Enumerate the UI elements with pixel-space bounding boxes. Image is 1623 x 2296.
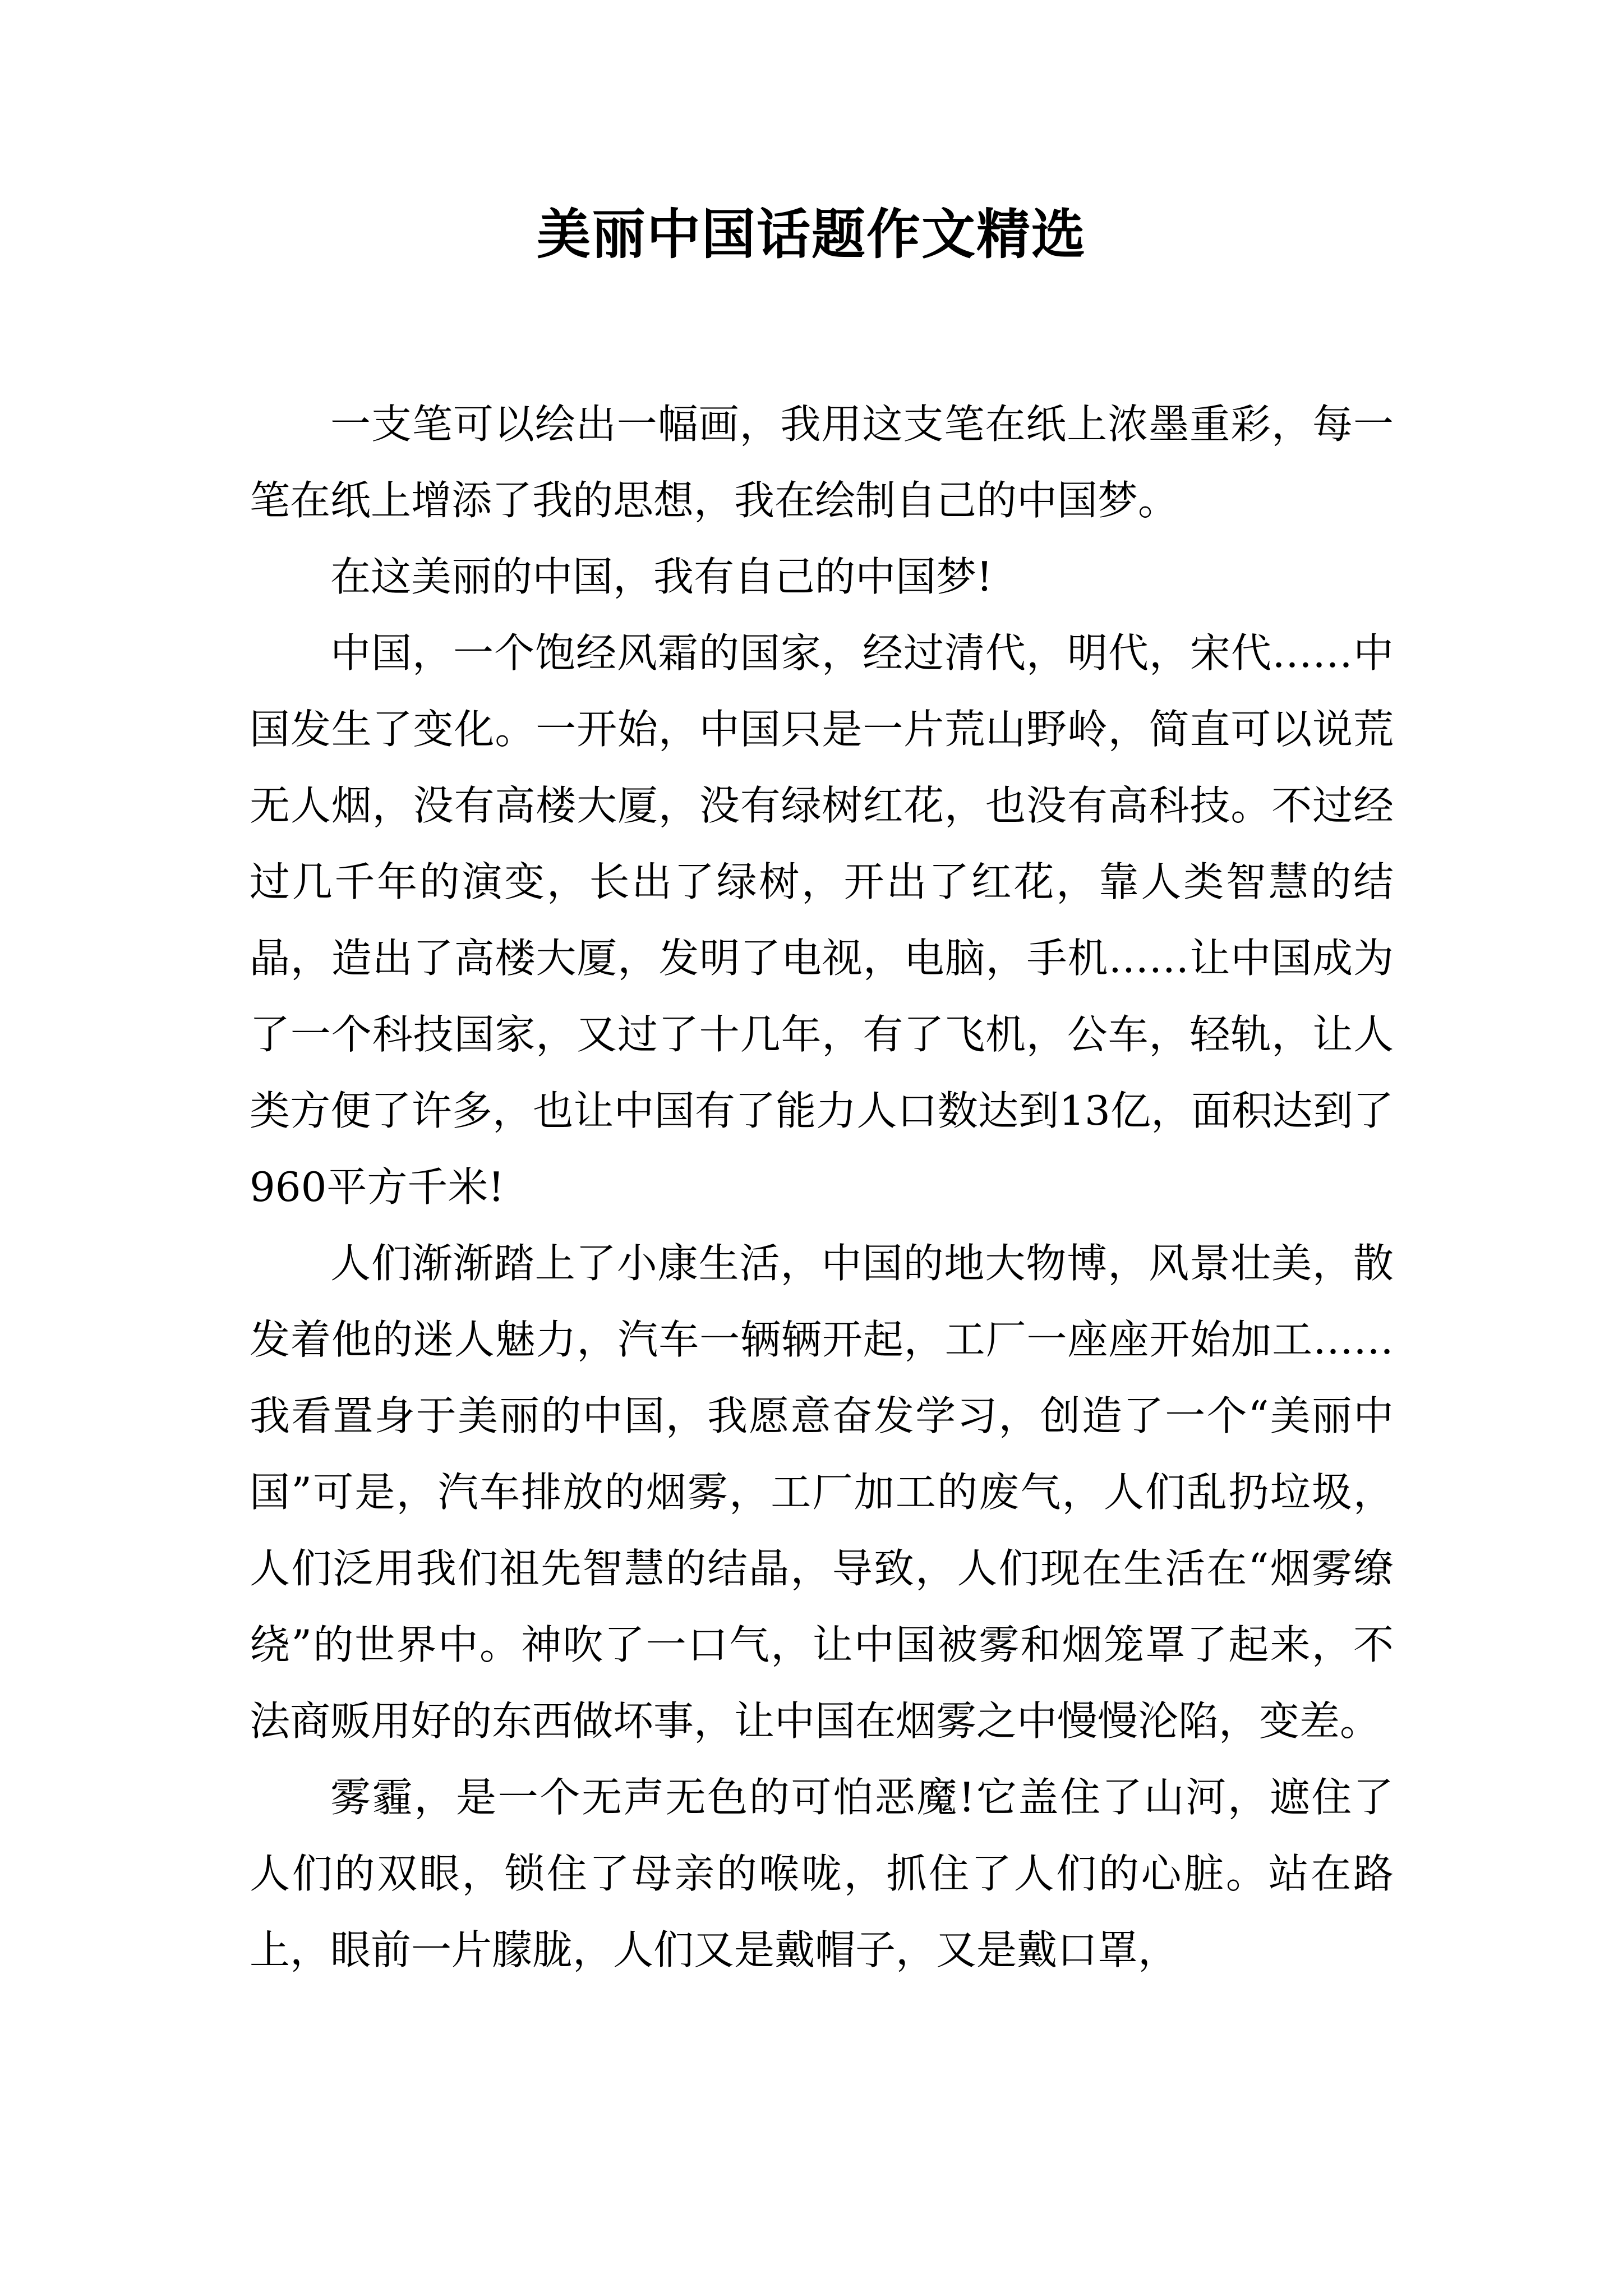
- page-title: 美丽中国话题作文精选: [537, 203, 1086, 266]
- paragraph-4: 人们渐渐踏上了小康生活，中国的地大物博，风景壮美，散发着他的迷人魅力，汽车一辆辆开起，工厂一座座开始加工……我看置身于美丽的中国，我愿意奋发学习，创造了一个“美丽中国”可是，汽车排放的烟雾，工厂加工的废气，人们乱扔垃圾，人们泛用我们祖先智慧的结晶，导致，人们现在生活在“烟雾缭绕”的世界中。神吹了一口气，让中国被雾和烟笼罩了起来，不法商贩用好的东西做坏事，让中国在烟雾之中慢慢沦陷，变差。: [250, 1240, 1394, 1745]
- paragraph-1: 一支笔可以绘出一幅画，我用这支笔在纸上浓墨重彩，每一笔在纸上增添了我的思想，我在绘制自己的中国梦。: [250, 401, 1394, 524]
- paragraph-2: 在这美丽的中国，我有自己的中国梦!: [330, 553, 993, 600]
- paragraph-3: 中国，一个饱经风霜的国家，经过清代，明代，宋代……中国发生了变化。一开始，中国只是一片荒山野岭，简直可以说荒无人烟，没有高楼大厦，没有绿树红花，也没有高科技。不过经过几千年的演变，长出了绿树，开出了红花，靠人类智慧的结晶，造出了高楼大厦，发明了电视，电脑，手机……让中国成为了一个科技国家，又过了十几年，有了飞机，公车，轻轨，让人类方便了许多，也让中国有了能力人口数达到13亿，面积达到了960平方千米!: [250, 629, 1394, 1211]
- paragraph-5: 雾霾，是一个无声无色的可怕恶魔!它盖住了山河，遮住了人们的双眼，锁住了母亲的喉咙，抓住了人们的心脏。站在路上，眼前一片朦胧，人们又是戴帽子，又是戴口罩，: [250, 1774, 1394, 1973]
- essay-body: [250, 386, 1394, 1988]
